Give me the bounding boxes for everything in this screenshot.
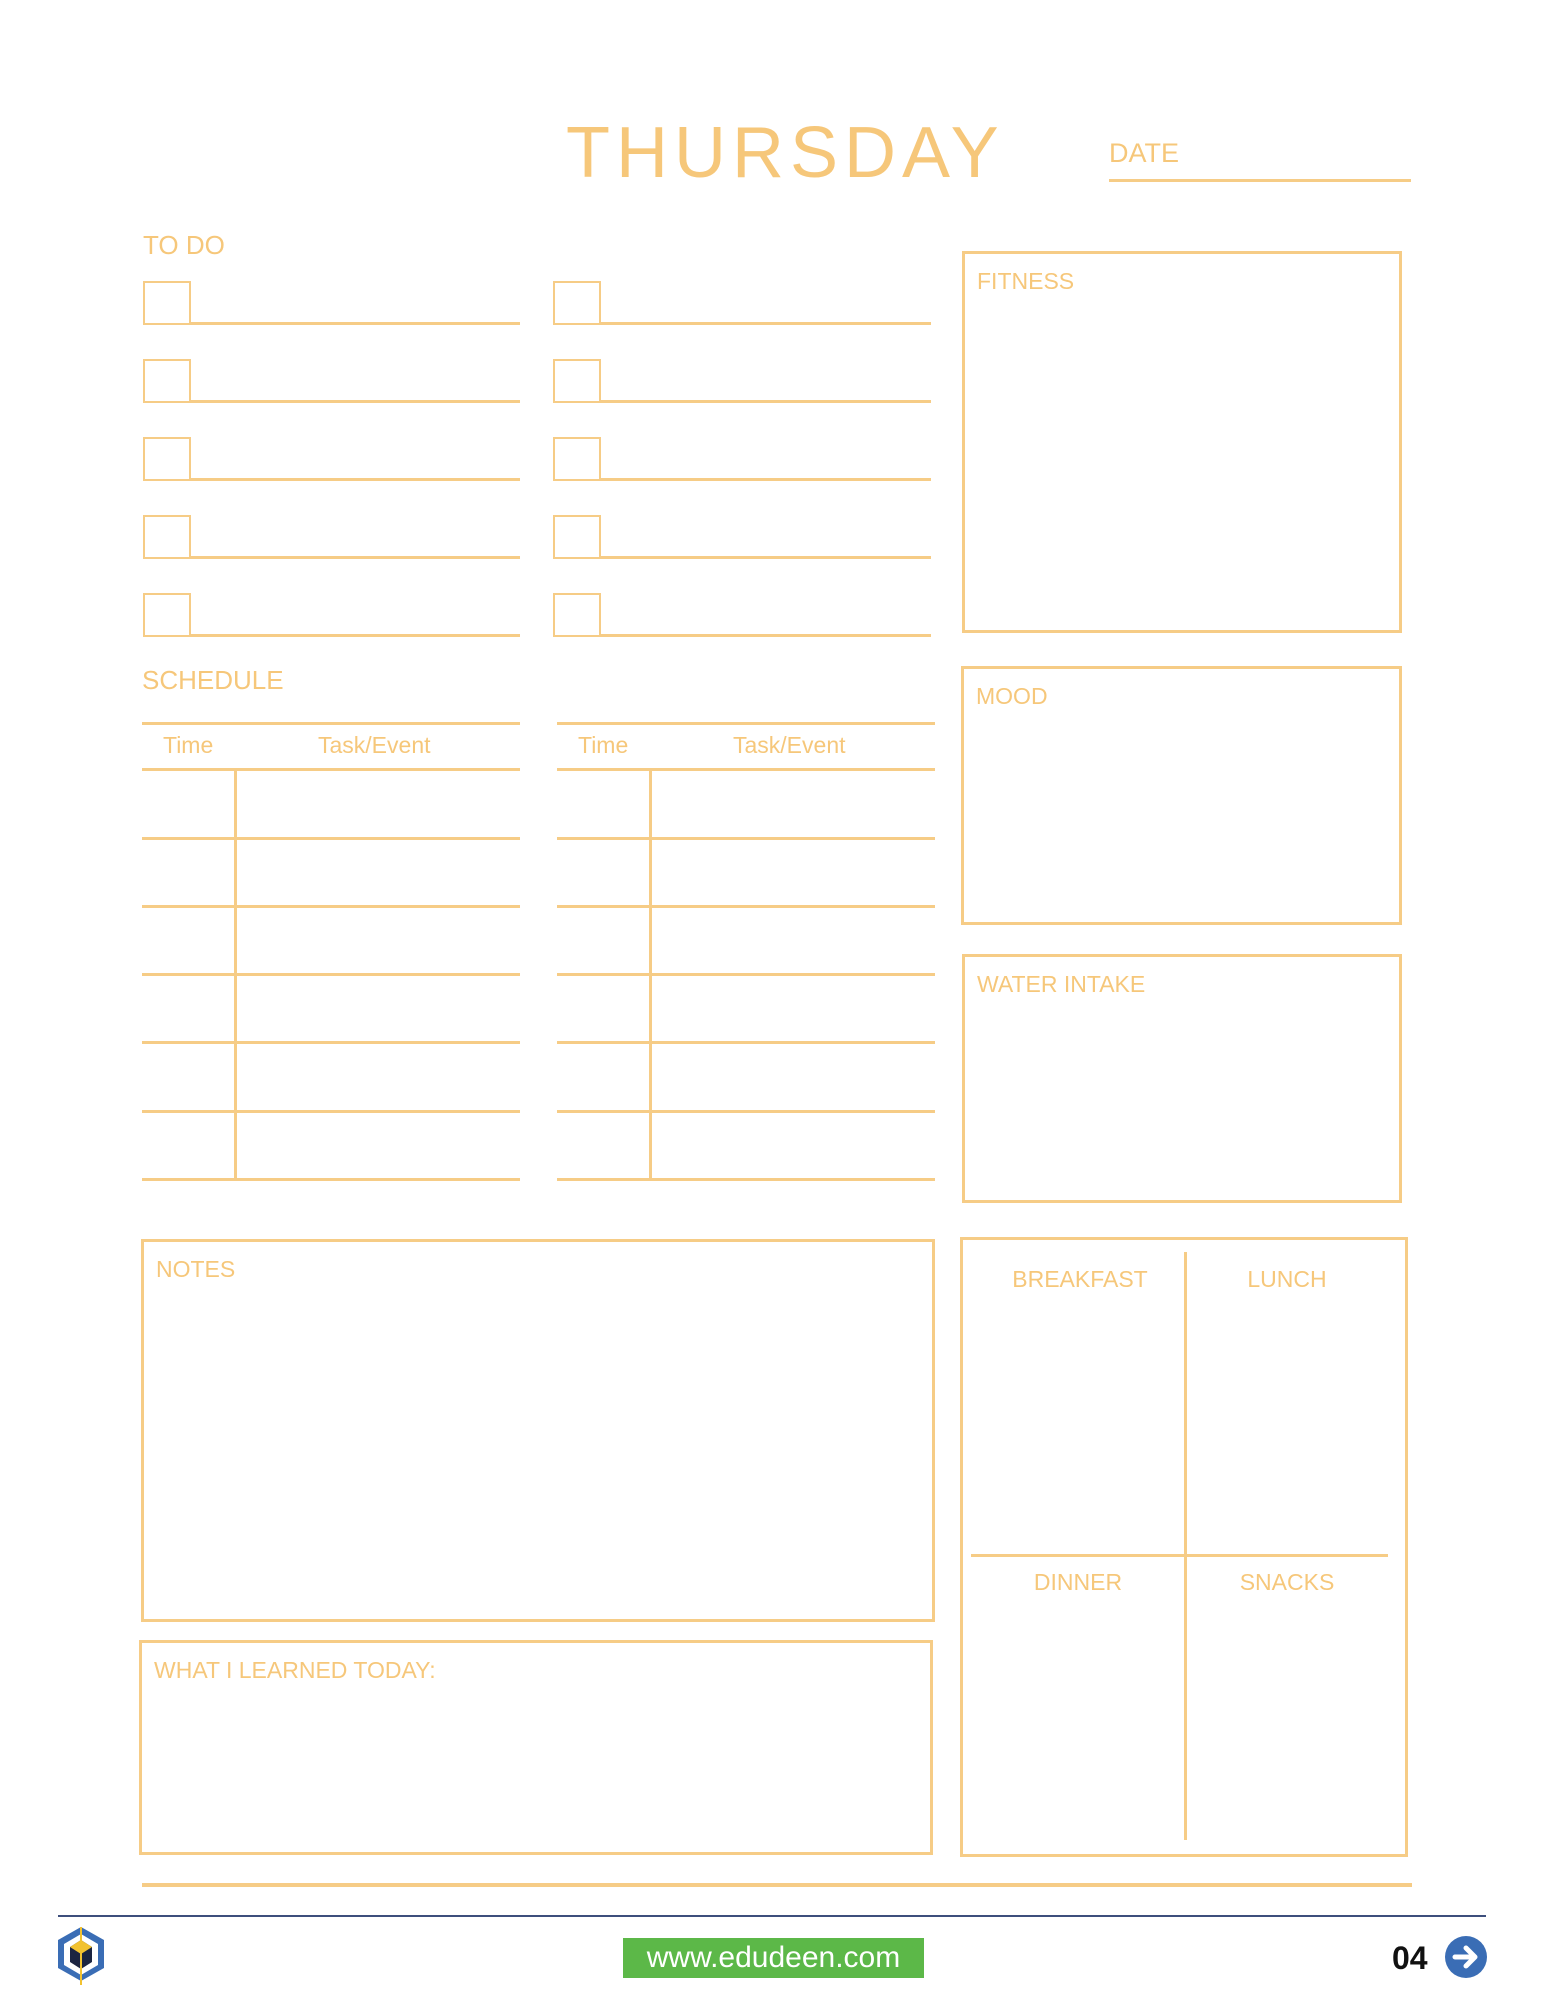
todo-text-line[interactable] bbox=[190, 634, 520, 637]
todo-label: TO DO bbox=[143, 230, 225, 260]
todo-checkbox[interactable] bbox=[143, 437, 191, 481]
snacks-label: SNACKS bbox=[1239, 1569, 1335, 1595]
lunch-label: LUNCH bbox=[1247, 1266, 1327, 1292]
todo-checkbox[interactable] bbox=[553, 359, 601, 403]
todo-text-line[interactable] bbox=[600, 556, 931, 559]
bottom-divider bbox=[142, 1883, 1412, 1887]
schedule-task-cell[interactable] bbox=[237, 908, 520, 973]
breakfast-field[interactable] bbox=[970, 1290, 1178, 1548]
todo-text-line[interactable] bbox=[600, 400, 931, 403]
schedule-time-cell[interactable] bbox=[142, 1113, 234, 1178]
page-title: THURSDAY bbox=[566, 113, 1005, 193]
schedule-time-cell[interactable] bbox=[142, 1044, 234, 1110]
page-number: 04 bbox=[1392, 1940, 1428, 1976]
todo-text-line[interactable] bbox=[600, 634, 931, 637]
schedule-time-cell[interactable] bbox=[557, 908, 649, 973]
todo-checkbox[interactable] bbox=[553, 281, 601, 325]
schedule-task-cell[interactable] bbox=[237, 840, 520, 905]
mood-label: MOOD bbox=[976, 683, 1048, 709]
schedule-time-cell[interactable] bbox=[557, 771, 649, 837]
schedule-time-cell[interactable] bbox=[142, 976, 234, 1041]
todo-checkbox[interactable] bbox=[143, 359, 191, 403]
water-intake-label: WATER INTAKE bbox=[977, 971, 1146, 997]
todo-text-line[interactable] bbox=[600, 322, 931, 325]
schedule-task-cell[interactable] bbox=[237, 1044, 520, 1110]
todo-text-line[interactable] bbox=[190, 322, 520, 325]
schedule-task-cell[interactable] bbox=[237, 976, 520, 1041]
schedule-task-cell[interactable] bbox=[652, 1044, 935, 1110]
todo-checkbox[interactable] bbox=[553, 515, 601, 559]
notes-label: NOTES bbox=[156, 1256, 236, 1282]
schedule-task-cell[interactable] bbox=[237, 1113, 520, 1178]
todo-text-line[interactable] bbox=[190, 478, 520, 481]
snacks-field[interactable] bbox=[1192, 1594, 1400, 1849]
schedule-task-cell[interactable] bbox=[652, 1113, 935, 1178]
todo-checkbox[interactable] bbox=[143, 593, 191, 637]
schedule-top-rule bbox=[557, 722, 935, 725]
hexagon-logo-icon bbox=[55, 1925, 107, 1987]
fitness-box[interactable] bbox=[962, 251, 1402, 633]
schedule-task-header: Task/Event bbox=[733, 732, 846, 758]
dinner-field[interactable] bbox=[970, 1594, 1178, 1849]
todo-text-line[interactable] bbox=[190, 556, 520, 559]
todo-checkbox[interactable] bbox=[143, 281, 191, 325]
schedule-task-cell[interactable] bbox=[652, 908, 935, 973]
schedule-time-cell[interactable] bbox=[142, 840, 234, 905]
schedule-time-cell[interactable] bbox=[557, 1044, 649, 1110]
schedule-time-cell[interactable] bbox=[142, 771, 234, 837]
breakfast-label: BREAKFAST bbox=[1012, 1266, 1148, 1292]
mood-box[interactable] bbox=[961, 666, 1402, 925]
schedule-time-cell[interactable] bbox=[142, 908, 234, 973]
lunch-field[interactable] bbox=[1192, 1290, 1400, 1548]
schedule-row-line bbox=[557, 1178, 935, 1181]
website-link[interactable]: www.edudeen.com bbox=[623, 1938, 924, 1978]
fitness-label: FITNESS bbox=[977, 268, 1075, 294]
arrow-right-circle-icon[interactable] bbox=[1444, 1935, 1488, 1979]
water-intake-box[interactable] bbox=[962, 954, 1402, 1203]
schedule-time-cell[interactable] bbox=[557, 840, 649, 905]
schedule-task-cell[interactable] bbox=[652, 771, 935, 837]
notes-box[interactable] bbox=[141, 1239, 935, 1622]
date-label: DATE bbox=[1109, 138, 1180, 168]
schedule-time-header: Time bbox=[163, 732, 214, 758]
schedule-task-header: Task/Event bbox=[318, 732, 431, 758]
learned-box[interactable] bbox=[139, 1640, 933, 1855]
schedule-top-rule bbox=[142, 722, 520, 725]
dinner-label: DINNER bbox=[1033, 1569, 1123, 1595]
schedule-row-line bbox=[142, 1178, 520, 1181]
schedule-task-cell[interactable] bbox=[652, 840, 935, 905]
todo-text-line[interactable] bbox=[600, 478, 931, 481]
meals-vertical-divider bbox=[1184, 1252, 1187, 1840]
schedule-task-cell[interactable] bbox=[237, 771, 520, 837]
schedule-task-cell[interactable] bbox=[652, 976, 935, 1041]
schedule-time-header: Time bbox=[578, 732, 629, 758]
date-field[interactable] bbox=[1109, 179, 1411, 182]
todo-checkbox[interactable] bbox=[143, 515, 191, 559]
schedule-time-cell[interactable] bbox=[557, 976, 649, 1041]
todo-checkbox[interactable] bbox=[553, 593, 601, 637]
schedule-time-cell[interactable] bbox=[557, 1113, 649, 1178]
schedule-label: SCHEDULE bbox=[142, 665, 284, 695]
todo-text-line[interactable] bbox=[190, 400, 520, 403]
learned-label: WHAT I LEARNED TODAY: bbox=[154, 1657, 436, 1683]
meals-horizontal-divider bbox=[971, 1554, 1388, 1557]
footer-divider bbox=[58, 1915, 1486, 1917]
todo-checkbox[interactable] bbox=[553, 437, 601, 481]
